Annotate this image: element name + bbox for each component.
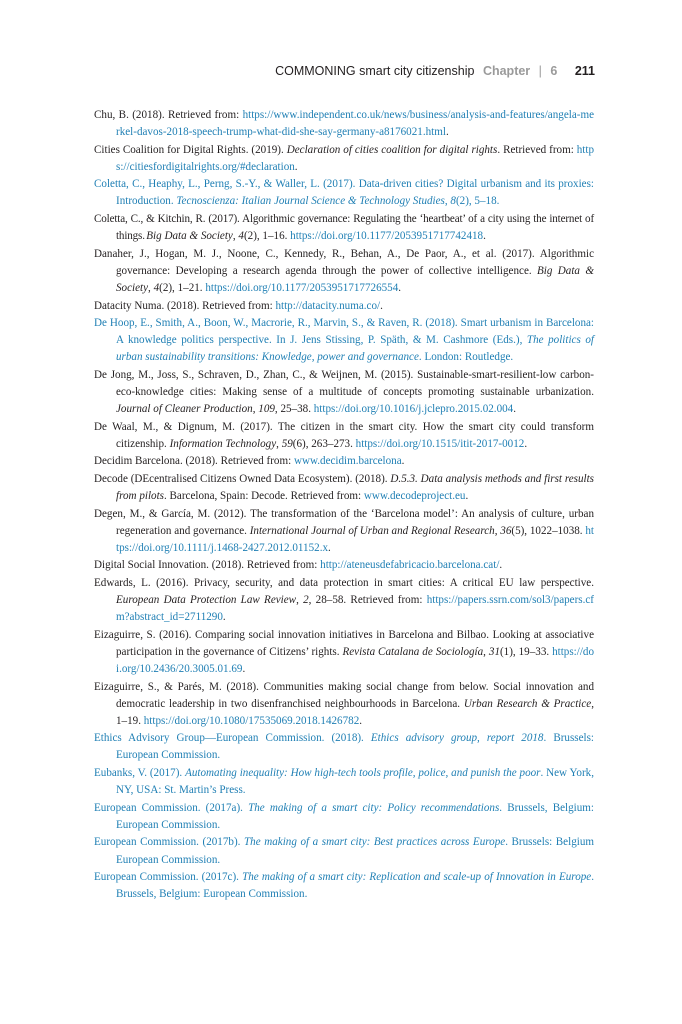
reference-title: Urban Research & Practice	[463, 697, 592, 710]
reference-entry: De Waal, M., & Dignum, M. (2017). The citizen in the smart city. How the smart city could transform citizenship. Information Technology, 59(6), 263–273. https://doi.org/10.1515/itit-2017-0012.	[94, 420, 594, 450]
reference-entry[interactable]: European Commission. (2017b). The making of a smart city: Best practices across Europe. Brussels: Belgium European Commission.	[94, 836, 594, 866]
reference-entry: Digital Social Innovation. (2018). Retrieved from: http://ateneusdefabricacio.barcelona.cat/.	[94, 559, 503, 572]
reference-entry: Eizaguirre, S. (2016). Comparing social innovation initiatives in Barcelona and Bilbao. Looking at associative participation in the governance of Citizens’ rights. Revista Catalana de Sociología, 31(1), 19–33. https://doi.org/10.2436/20.3005.01.69.	[94, 628, 595, 675]
reference-text: Coletta, C., & Kitchin, R. (2017). Algorithmic governance: Regulating the ‘heartbeat’ of a city using the internet of things.	[94, 213, 594, 243]
reference-entry[interactable]: Eubanks, V. (2017). Automating inequality: How high-tech tools profile, police, and punish the poor. New York, NY, USA: St. Martin’s Press.	[94, 767, 594, 797]
reference-entry: Cities Coalition for Digital Rights. (2019). Declaration of cities coalition for digital rights. Retrieved from: https://citiesfordigitalrights.org/#declaration.	[94, 143, 595, 173]
reference-entry: Danaher, J., Hogan, M. J., Noone, C., Kennedy, R., Behan, A., De Paor, A., et al. (2017). Algorithmic governance: Developing a research agenda through the power of collective intelligence. Big Data & Society, 4(2), 1–21. https://doi.org/10.1177/2053951717726554.	[94, 247, 594, 294]
reference-link[interactable]: http://ateneusdefabricacio.barcelona.cat/	[320, 559, 500, 572]
reference-text: Decidim Barcelona. (2018). Retrieved from:	[94, 455, 294, 468]
reference-title: The making of a smart city: Best practices across Europe	[244, 836, 506, 849]
reference-title: Big Data & Society	[116, 264, 594, 294]
reference-text: Decode (DEcentralised Citizens Owned Data Ecosystem). (2018).	[94, 472, 391, 485]
running-title: COMMONING smart city citizenship	[275, 64, 475, 78]
reference-title: Declaration of cities coalition for digital rights	[286, 143, 498, 156]
reference-entry: Datacity Numa. (2018). Retrieved from: http://datacity.numa.co/.	[94, 299, 383, 312]
reference-title: The making of a smart city: Policy recommendations	[248, 801, 500, 814]
reference-link[interactable]: https://citiesfordigitalrights.org/#declaration	[116, 143, 595, 173]
reference-text: European Commission. (2017c).	[94, 871, 243, 884]
reference-link[interactable]: https://doi.org/10.1515/itit-2017-0012	[355, 437, 525, 450]
reference-entry[interactable]: De Hoop, E., Smith, A., Boon, W., Macrorie, R., Marvin, S., & Raven, R. (2018). Smart urbanism in Barcelona: A knowledge politics perspective. In J. Jens Stissing, P. Späth, & M. Cashmore (Eds.), The politics of urban sustainability transitions: Knowledge, power and governance. London: Routledge.	[94, 317, 594, 364]
reference-link[interactable]: https://doi.org/10.1016/j.jclepro.2015.02.004	[313, 403, 514, 416]
reference-text: Cities Coalition for Digital Rights. (2019).	[94, 143, 287, 156]
reference-entry: Decidim Barcelona. (2018). Retrieved from: www.decidim.barcelona.	[94, 455, 405, 468]
header-separator: |	[538, 64, 542, 78]
chapter-label: Chapter	[482, 64, 531, 78]
reference-entry: De Jong, M., Joss, S., Schraven, D., Zhan, C., & Weijnen, M. (2015). Sustainable-smart-resilient-low carbon-eco-knowledge cities: Making sense of a multitude of concepts promoting sustainable urbanization. Journal of Cleaner Production, 109, 25–38. https://doi.org/10.1016/j.jclepro.2015.02.004.	[94, 368, 594, 416]
reference-entry[interactable]: Coletta, C., Heaphy, L., Perng, S.-Y., & Waller, L. (2017). Data-driven cities? Digital urbanism and its proxies: Introduction. Tecnoscienza: Italian Journal Science & Technology Studies, 8(2), 5–18.	[94, 178, 594, 208]
reference-text: European Commission. (2017a).	[94, 801, 249, 814]
reference-title: European Data Protection Law Review	[116, 594, 297, 607]
reference-entry: Decode (DEcentralised Citizens Owned Data Ecosystem). (2018). D.5.3. Data analysis methods and first results from pilots. Barcelona, Spain: Decode. Retrieved from: www.decodeproject.eu.	[94, 472, 594, 503]
reference-text: European Commission. (2017b).	[94, 836, 244, 849]
reference-text: Danaher, J., Hogan, M. J., Noone, C., Kennedy, R., Behan, A., De Paor, A., et al. (2017). Algorithmic governance: Developing a research agenda through the power of collective intelligence.	[94, 247, 594, 277]
reference-text: Edwards, L. (2016). Privacy, security, and data protection in smart cities: A critical EU law perspective.	[94, 577, 594, 590]
reference-text: De Jong, M., Joss, S., Schraven, D., Zhan, C., & Weijnen, M. (2015). Sustainable-smart-resilient-low carbon-eco-knowledge cities: Making sense of a multitude of concepts promoting sustainable urbanization.	[94, 368, 594, 398]
reference-entry: Eizaguirre, S., & Parés, M. (2018). Communities making social change from below. Social innovation and democratic leadership in two disenfranchised neighbourhoods in Barcelona. Urban Research & Practice, 1–19. https://doi.org/10.1080/17535069.2018.1426782.	[94, 680, 594, 727]
reference-text: Coletta, C., Heaphy, L., Perng, S.-Y., & Waller, L. (2017). Data-driven cities? Digital urbanism and its proxies: Introduction.	[94, 178, 594, 208]
chapter-number: 6	[550, 64, 558, 78]
reference-link[interactable]: https://doi.org/10.1177/2053951717726554	[205, 281, 399, 294]
reference-title: Information Technology	[169, 437, 277, 450]
reference-title: Ethics advisory group, report 2018	[370, 732, 544, 745]
reference-title: International Journal of Urban and Regional Research	[249, 524, 495, 537]
reference-title: Journal of Cleaner Production	[116, 403, 253, 416]
reference-entry[interactable]: European Commission. (2017c). The making of a smart city: Replication and scale-up of Innovation in Europe. Brussels, Belgium: European Commission.	[94, 871, 594, 901]
reference-text: De Hoop, E., Smith, A., Boon, W., Macrorie, R., Marvin, S., & Raven, R. (2018). Smart urbanism in Barcelona: A knowledge politics perspective. In J. Jens Stissing, P. Späth, & M. Cashmore (Eds.),	[94, 317, 594, 347]
reference-link[interactable]: www.decodeproject.eu	[363, 490, 466, 503]
page-number: 211	[574, 64, 595, 78]
reference-link[interactable]: https://doi.org/10.1080/17535069.2018.1426782	[143, 714, 360, 727]
reference-text: Ethics Advisory Group—European Commission. (2018).	[94, 732, 371, 745]
reference-title: Revista Catalana de Sociología	[342, 645, 484, 658]
reference-link[interactable]: http://datacity.numa.co/	[275, 299, 381, 312]
reference-text: Eizaguirre, S. (2016). Comparing social innovation initiatives in Barcelona and Bilbao. Looking at associative participation in the governance of Citizens’ rights.	[94, 628, 594, 658]
reference-text: De Waal, M., & Dignum, M. (2017). The citizen in the smart city. How the smart city could transform citizenship.	[94, 420, 594, 450]
reference-entry: Degen, M., & García, M. (2012). The transformation of the ‘Barcelona model’: An analysis of culture, urban regeneration and governance. International Journal of Urban and Regional Research, 36(5), 1022–1038. https://doi.org/10.1111/j.1468-2427.2012.01152.x.	[94, 507, 595, 554]
reference-link[interactable]: https://www.independent.co.uk/news/business/analysis-and-features/angela-merkel-davos-2018-speech-trump-what-did-she-say-germany-a8176021.html	[116, 109, 594, 139]
reference-title: The politics of urban sustainability transitions: Knowledge, power and governance	[116, 334, 594, 364]
reference-title: D.5.3. Data analysis methods and first results from pilots	[116, 472, 594, 503]
reference-link[interactable]: https://doi.org/10.1177/2053951717742418	[290, 230, 484, 243]
reference-title: Big Data & Society	[146, 230, 233, 243]
reference-text: Chu, B. (2018). Retrieved from:	[94, 109, 243, 121]
reference-entry: Chu, B. (2018). Retrieved from: https://www.independent.co.uk/news/business/analysis-and-features/angela-merkel-davos-2018-speech-trump-what-did-she-say-germany-a8176021.html.	[94, 109, 594, 139]
reference-list	[94, 107, 594, 904]
reference-entry[interactable]: European Commission. (2017a). The making of a smart city: Policy recommendations. Brussels, Belgium: European Commission.	[94, 801, 594, 831]
reference-entry[interactable]: Ethics Advisory Group—European Commission. (2018). Ethics advisory group, report 2018. Brussels: European Commission.	[94, 732, 595, 762]
reference-text: Degen, M., & García, M. (2012). The transformation of the ‘Barcelona model’: An analysis of culture, urban regeneration and governance.	[94, 507, 594, 537]
reference-link[interactable]: https://doi.org/10.1111/j.1468-2427.2012.01152.x	[116, 524, 595, 554]
reference-title: Tecnoscienza: Italian Journal Science & Technology Studies	[176, 195, 445, 208]
reference-link[interactable]: https://papers.ssrn.com/sol3/papers.cfm?abstract_id=2711290	[116, 594, 595, 624]
reference-entry: Edwards, L. (2016). Privacy, security, and data protection in smart cities: A critical EU law perspective. European Data Protection Law Review, 2, 28–58. Retrieved from: https://papers.ssrn.com/sol3/papers.cfm?abstract_id=2711290.	[94, 577, 595, 624]
reference-text: Datacity Numa. (2018). Retrieved from:	[94, 299, 276, 312]
reference-text: Eubanks, V. (2017).	[94, 767, 186, 780]
reference-title: The making of a smart city: Replication and scale-up of Innovation in Europe	[242, 871, 592, 884]
reference-title: Automating inequality: How high-tech tools profile, police, and punish the poor	[185, 767, 541, 780]
reference-link[interactable]: https://doi.org/10.2436/20.3005.01.69	[116, 645, 595, 675]
running-header	[275, 63, 595, 79]
reference-text: Eizaguirre, S., & Parés, M. (2018). Communities making social change from below. Social innovation and democratic leadership in two disenfranchised neighbourhoods in Barcelona.	[94, 680, 594, 710]
reference-text: Digital Social Innovation. (2018). Retrieved from:	[94, 559, 321, 572]
reference-entry: Coletta, C., & Kitchin, R. (2017). Algorithmic governance: Regulating the ‘heartbeat’ of a city using the internet of things. Big Data & Society, 4(2), 1–16. https://doi.org/10.1177/2053951717742418.	[94, 213, 594, 243]
reference-link[interactable]: www.decidim.barcelona	[293, 455, 402, 468]
